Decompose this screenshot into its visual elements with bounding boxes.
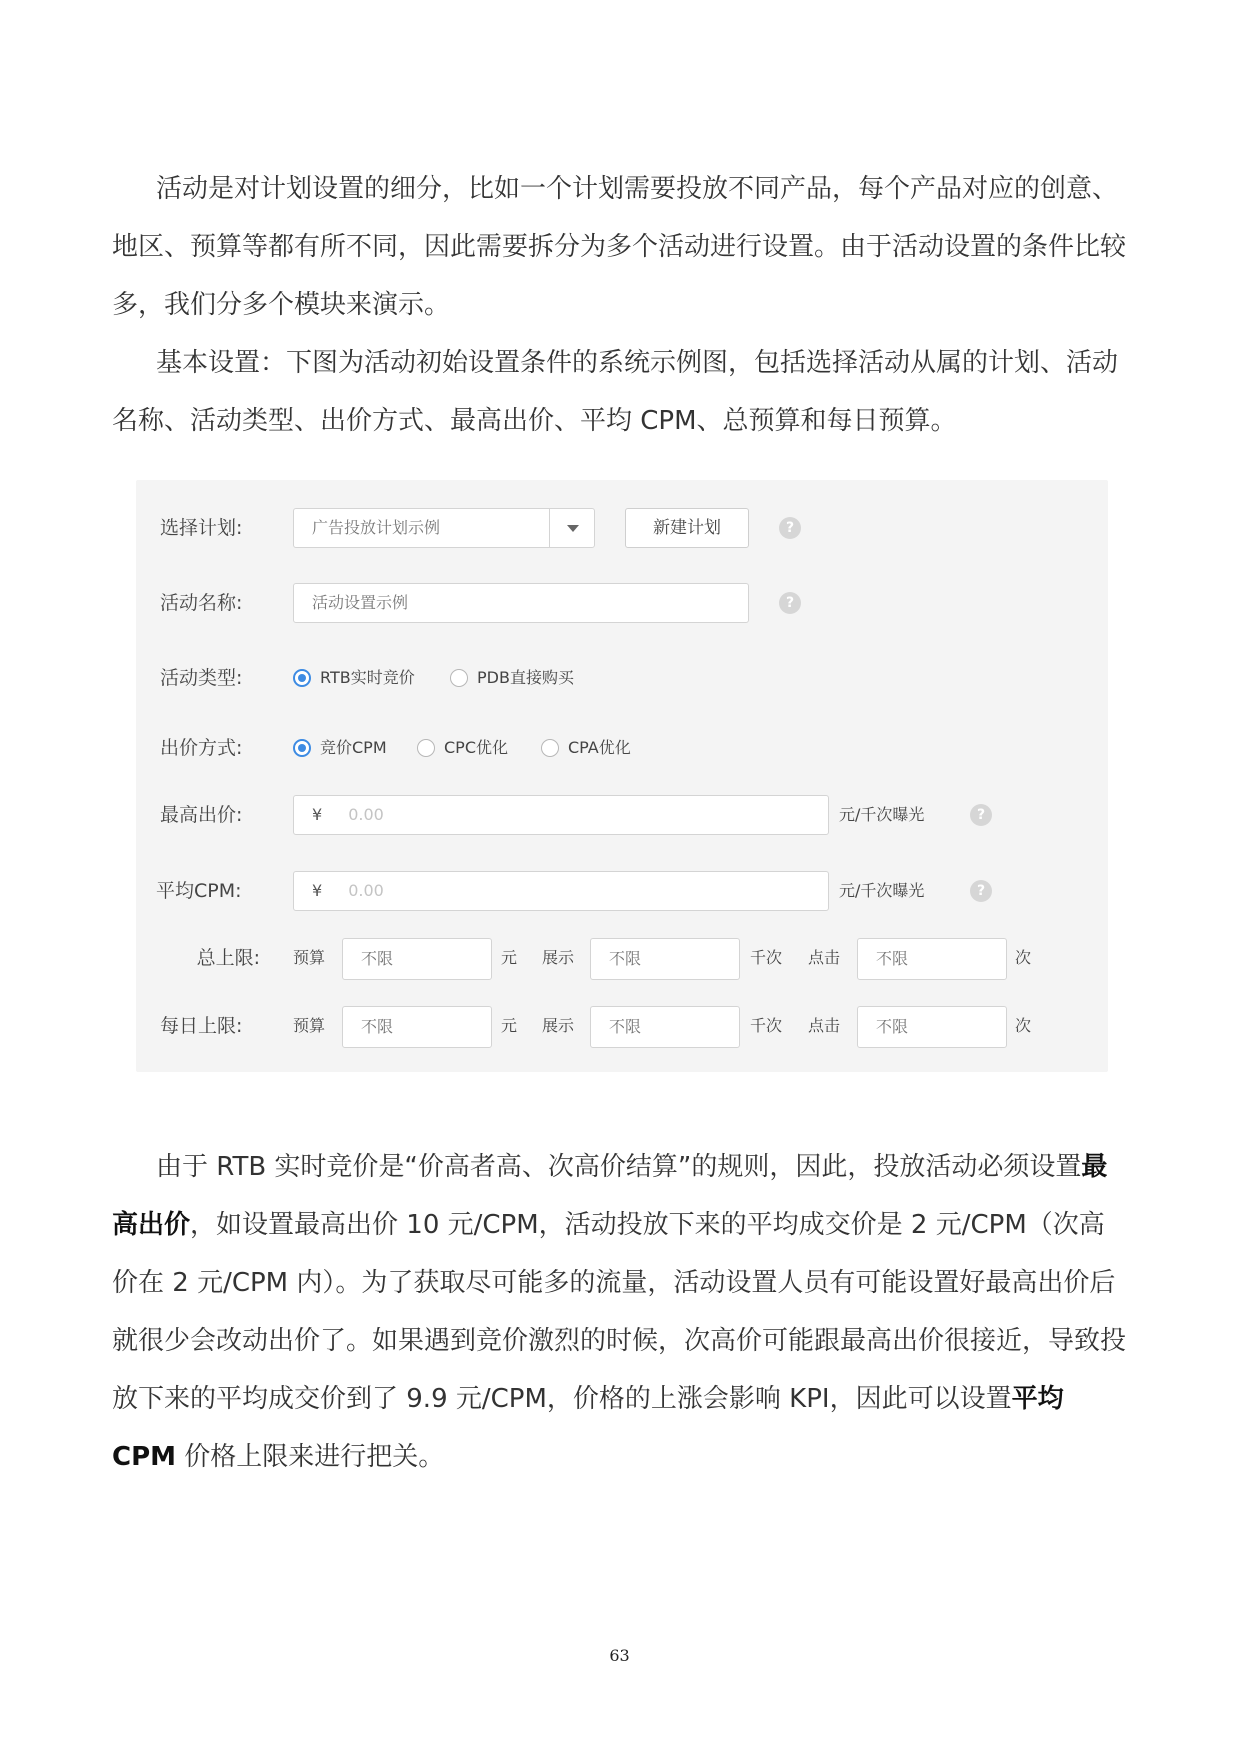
avg-cpm-label: 平均CPM: bbox=[156, 880, 242, 902]
currency-symbol: ¥ bbox=[312, 881, 323, 900]
total-budget-value: 不限 bbox=[361, 949, 394, 968]
radio-cpm[interactable] bbox=[293, 739, 311, 757]
daily-budget-value: 不限 bbox=[361, 1017, 394, 1036]
daily-budget-input[interactable] bbox=[342, 1006, 492, 1048]
body-bold-max-bid: 最高出价 bbox=[112, 1152, 1108, 1240]
type-label: 活动类型: bbox=[160, 667, 243, 689]
avg-cpm-input[interactable] bbox=[293, 871, 829, 911]
bid-label: 出价方式: bbox=[160, 737, 243, 759]
total-limit-label: 总上限: bbox=[196, 947, 260, 969]
daily-limit-row bbox=[136, 1004, 1108, 1048]
total-click-value: 不限 bbox=[876, 949, 909, 968]
max-bid-unit: 元/千次曝光 bbox=[839, 805, 925, 824]
daily-click-unit: 次 bbox=[1015, 1016, 1032, 1035]
radio-cpc[interactable] bbox=[417, 739, 435, 757]
total-click-input[interactable] bbox=[857, 938, 1007, 980]
max-bid-placeholder: 0.00 bbox=[348, 805, 384, 824]
max-bid-row bbox=[136, 793, 1108, 837]
activity-name-input[interactable] bbox=[293, 583, 749, 623]
bid-row bbox=[136, 726, 1108, 770]
plan-label: 选择计划: bbox=[160, 517, 243, 539]
daily-budget-unit: 元 bbox=[501, 1016, 518, 1035]
max-bid-input[interactable] bbox=[293, 795, 829, 835]
daily-show-unit: 千次 bbox=[750, 1016, 783, 1035]
help-icon[interactable]: ? bbox=[779, 517, 801, 539]
body-text-3: 价格上限来进行把关。 bbox=[176, 1442, 445, 1472]
daily-budget-label: 预算 bbox=[293, 1016, 326, 1035]
daily-click-input[interactable] bbox=[857, 1006, 1007, 1048]
radio-pdb[interactable] bbox=[450, 669, 468, 687]
total-show-label: 展示 bbox=[542, 948, 575, 967]
activity-name-value: 活动设置示例 bbox=[312, 593, 409, 612]
daily-click-value: 不限 bbox=[876, 1017, 909, 1036]
avg-cpm-placeholder: 0.00 bbox=[348, 881, 384, 900]
name-label: 活动名称: bbox=[160, 592, 243, 614]
body-bold-avg-cpm: 平均 CPM bbox=[112, 1384, 1064, 1472]
activity-settings-panel bbox=[136, 480, 1108, 1072]
daily-click-label: 点击 bbox=[808, 1016, 841, 1035]
help-icon[interactable]: ? bbox=[970, 804, 992, 826]
plan-dropdown-toggle[interactable] bbox=[549, 509, 594, 547]
help-icon[interactable]: ? bbox=[970, 880, 992, 902]
chevron-down-icon bbox=[567, 525, 579, 532]
radio-rtb-label: RTB实时竞价 bbox=[320, 668, 415, 687]
intro-text-1: 活动是对计划设置的细分，比如一个计划需要投放不同产品，每个产品对应的创意、地区、预算等都有所不同，因此需要拆分为多个活动进行设置。由于活动设置的条件比较多，我们分多个模块来演示。 bbox=[112, 174, 1127, 320]
avg-cpm-row bbox=[136, 869, 1108, 913]
total-click-label: 点击 bbox=[808, 948, 841, 967]
body-text-1: 由于 RTB 实时竞价是“价高者高、次高价结算”的规则，因此，投放活动必须设置 bbox=[156, 1152, 1082, 1182]
name-row bbox=[136, 581, 1108, 625]
intro-text-2: 基本设置：下图为活动初始设置条件的系统示例图，包括选择活动从属的计划、活动名称、活动类型、出价方式、最高出价、平均 CPM、总预算和每日预算。 bbox=[112, 348, 1119, 436]
total-budget-label: 预算 bbox=[293, 948, 326, 967]
radio-cpc-label: CPC优化 bbox=[444, 738, 508, 757]
plan-select-value: 广告投放计划示例 bbox=[312, 518, 441, 537]
body-text-2: ，如设置最高出价 10 元/CPM，活动投放下来的平均成交价是 2 元/CPM（次高价在 2 元/CPM 内）。为了获取尽可能多的流量，活动设置人员有可能设置好最高出价后就很少会改动出价了。如果遇到竞价激烈的时候，次高价可能跟最高出价很接近，导致投放下来的平均成交价到了 9.9 元/CPM，价格的上涨会影响 KPI，因此可以设置 bbox=[112, 1210, 1127, 1414]
total-show-value: 不限 bbox=[609, 949, 642, 968]
radio-pdb-label: PDB直接购买 bbox=[477, 668, 574, 687]
plan-select[interactable] bbox=[293, 508, 595, 548]
intro-paragraph-2 bbox=[112, 334, 1130, 450]
body-paragraph bbox=[112, 1138, 1130, 1486]
total-limit-row bbox=[136, 936, 1108, 980]
page-number: 63 bbox=[609, 1646, 630, 1665]
type-row bbox=[136, 656, 1108, 700]
intro-paragraph-1 bbox=[112, 160, 1130, 334]
radio-cpa-label: CPA优化 bbox=[568, 738, 631, 757]
help-icon[interactable]: ? bbox=[779, 592, 801, 614]
new-plan-button[interactable]: 新建计划 bbox=[625, 508, 749, 548]
total-budget-input[interactable] bbox=[342, 938, 492, 980]
radio-rtb[interactable] bbox=[293, 669, 311, 687]
daily-limit-label: 每日上限: bbox=[160, 1015, 243, 1037]
plan-row bbox=[136, 506, 1108, 550]
total-budget-unit: 元 bbox=[501, 948, 518, 967]
daily-show-value: 不限 bbox=[609, 1017, 642, 1036]
radio-cpa[interactable] bbox=[541, 739, 559, 757]
total-show-input[interactable] bbox=[590, 938, 740, 980]
total-click-unit: 次 bbox=[1015, 948, 1032, 967]
daily-show-label: 展示 bbox=[542, 1016, 575, 1035]
max-bid-label: 最高出价: bbox=[160, 804, 243, 826]
currency-symbol: ¥ bbox=[312, 805, 323, 824]
radio-cpm-label: 竞价CPM bbox=[320, 738, 387, 757]
avg-cpm-unit: 元/千次曝光 bbox=[839, 881, 925, 900]
total-show-unit: 千次 bbox=[750, 948, 783, 967]
daily-show-input[interactable] bbox=[590, 1006, 740, 1048]
